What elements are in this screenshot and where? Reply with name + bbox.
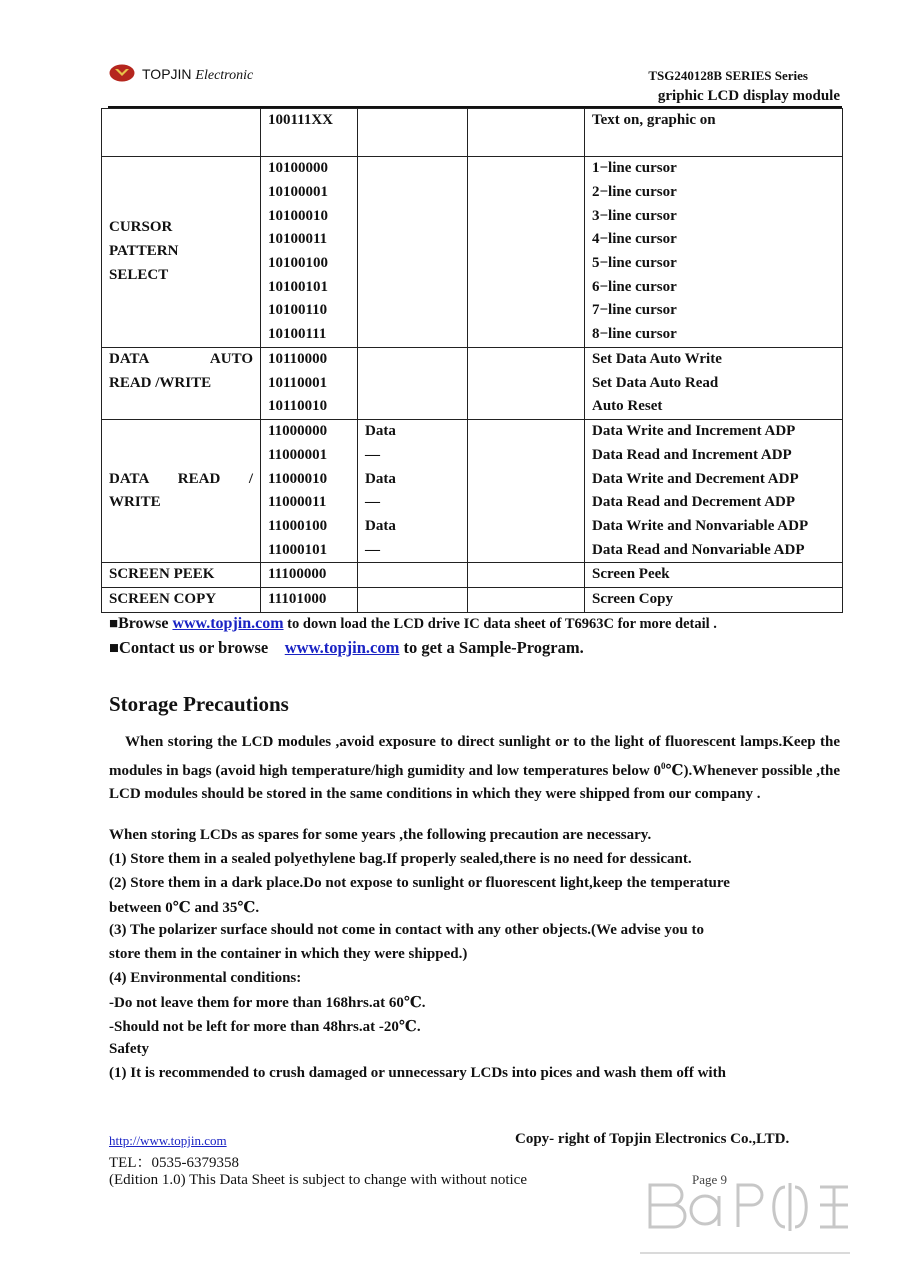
table-cell bbox=[468, 563, 585, 588]
table-cell bbox=[468, 588, 585, 613]
intro-paragraph: When storing the LCD modules ,avoid exposure to direct sunlight or to the light of fluorescent lamps.Keep the modules in bags (avoid high temperature/high gumidity and low temperatures below $0^0℃).Whenever$ possible ,the LCD modules should be stored in the same conditions in which they were shipped from our company . bbox=[109, 734, 840, 803]
text-line: -Do not leave them for more than 168hrs.at 60℃. bbox=[109, 995, 426, 1011]
text-line: (2) Store them in a dark place.Do not expose to sunlight or fluorescent light,keep the temperature bbox=[109, 875, 730, 891]
text-line: between 0℃ and 35℃. bbox=[109, 900, 260, 916]
table-cell: Screen Copy bbox=[585, 588, 843, 613]
table-cell bbox=[468, 348, 585, 420]
table-row bbox=[102, 563, 843, 588]
footer-url-link[interactable]: http://www.topjin.com bbox=[109, 1133, 227, 1148]
browse-note: ■Browse www.topjin.com to down load the LCD drive IC data sheet of T6963C for more detail . bbox=[109, 615, 717, 632]
section-title: Storage Precautions bbox=[109, 692, 289, 716]
data-read-write-cell: DATA READ / WRITE bbox=[102, 420, 261, 563]
page-number: Page 9 bbox=[692, 1172, 728, 1187]
text-line: Safety bbox=[109, 1041, 149, 1057]
baidu-watermark-icon bbox=[620, 1165, 860, 1265]
footer-tel: TEL：0535-6379358 bbox=[109, 1155, 239, 1171]
text-line: (4) Environmental conditions: bbox=[109, 970, 302, 986]
table-cell: SCREEN PEEK bbox=[102, 563, 261, 588]
text-line: (3) The polarizer surface should not come in contact with any other objects.(We advise you to bbox=[109, 922, 704, 938]
cursor-pattern-select-cell: CURSOR PATTERN SELECT bbox=[102, 157, 261, 348]
table-cell bbox=[358, 109, 468, 157]
table-cell: 10100000 10100001 10100010 10100011 10100100 10100101 10100110 10100111 bbox=[261, 157, 358, 348]
topjin-link[interactable]: www.topjin.com bbox=[172, 615, 284, 632]
header-series: TSG240128B SERIES Series bbox=[648, 68, 808, 83]
table-cell bbox=[358, 563, 468, 588]
brand-name: TOPJIN Electronic bbox=[142, 66, 254, 83]
table-cell: Data Write and Increment ADP Data Read and Increment ADP Data Write and Decrement ADP Data Read and Decrement ADP Data Write and Nonvariable ADP Data Read and Nonvariable ADP bbox=[585, 420, 843, 563]
table-cell: Set Data Auto Write Set Data Auto Read Auto Reset bbox=[585, 348, 843, 420]
table-row bbox=[102, 348, 843, 420]
topjin-logo-icon bbox=[109, 64, 135, 82]
text-line: When storing LCDs as spares for some years ,the following precaution are necessary. bbox=[109, 827, 652, 843]
brand-suffix: Electronic bbox=[195, 68, 254, 83]
table-cell bbox=[358, 588, 468, 613]
table-cell bbox=[468, 420, 585, 563]
footer-edition: (Edition 1.0) This Data Sheet is subject to change with without notice bbox=[109, 1172, 527, 1188]
footer-copyright: Copy- right of Topjin Electronics Co.,LTD. bbox=[515, 1131, 790, 1147]
text-line: (1) Store them in a sealed polyethylene bag.If properly sealed,there is no need for dessicant. bbox=[109, 851, 692, 867]
command-table bbox=[101, 108, 843, 613]
table-row bbox=[102, 109, 843, 157]
table-cell bbox=[102, 109, 261, 157]
table-row bbox=[102, 588, 843, 613]
table-cell: 1−line cursor 2−line cursor 3−line cursor 4−line cursor 5−line cursor 6−line cursor 7−line cursor 8−line cursor bbox=[585, 157, 843, 348]
table-cell: 11100000 bbox=[261, 563, 358, 588]
table-row bbox=[102, 157, 843, 348]
table-cell: 10110000 10110001 10110010 bbox=[261, 348, 358, 420]
table-cell: 11101000 bbox=[261, 588, 358, 613]
header-module: griphic LCD display module bbox=[657, 88, 840, 104]
table-cell bbox=[468, 157, 585, 348]
table-cell: SCREEN COPY bbox=[102, 588, 261, 613]
table-cell: Screen Peek bbox=[585, 563, 843, 588]
topjin-link[interactable]: www.topjin.com bbox=[284, 638, 400, 657]
table-cell bbox=[358, 157, 468, 348]
table-cell bbox=[468, 109, 585, 157]
table-cell: Data — Data — Data — bbox=[358, 420, 468, 563]
text-line: store them in the container in which they were shipped.) bbox=[109, 946, 468, 962]
table-row bbox=[102, 420, 843, 563]
text-line: (1) It is recommended to crush damaged or unnecessary LCDs into pices and wash them off with bbox=[109, 1065, 726, 1081]
table-cell: 11000000 11000001 11000010 11000011 11000100 11000101 bbox=[261, 420, 358, 563]
table-cell: 100111XX bbox=[261, 109, 358, 157]
text-line: -Should not be left for more than 48hrs.at -20℃. bbox=[109, 1019, 421, 1035]
table-cell: Text on, graphic on bbox=[585, 109, 843, 157]
data-auto-rw-cell: DATA AUTO READ /WRITE bbox=[102, 348, 261, 420]
contact-note: ■Contact us or browse www.topjin.com to get a Sample-Program. bbox=[109, 638, 584, 657]
table-cell bbox=[358, 348, 468, 420]
